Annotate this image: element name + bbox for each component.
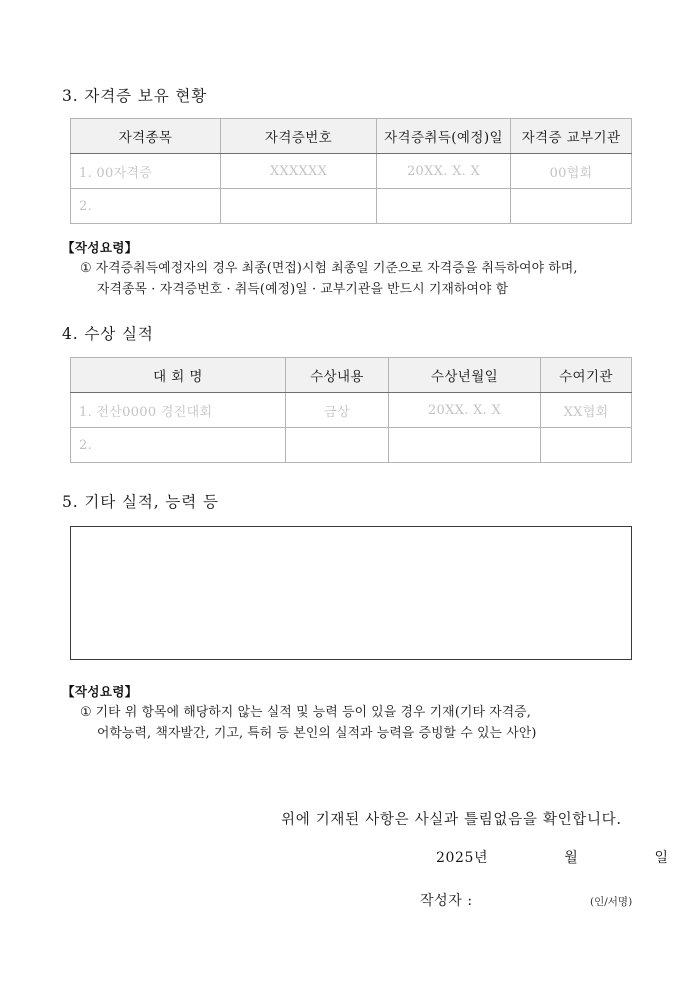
signature-year[interactable]: 2025년 xyxy=(436,850,489,866)
guideline-marker: ① xyxy=(80,261,92,276)
cell-cert-name-1[interactable]: 1. 00자격증 xyxy=(71,154,221,189)
cell-cert-issuer-2[interactable] xyxy=(511,189,632,224)
column-header-cert-name: 자격종목 xyxy=(71,119,221,154)
other-achievements-textbox[interactable] xyxy=(70,526,632,660)
cell-cert-name-2[interactable]: 2. xyxy=(71,189,221,224)
guideline-block-certifications xyxy=(62,238,642,300)
cell-cert-issuer-1[interactable]: 00협회 xyxy=(511,154,632,189)
guideline-text-line2: 자격종목 · 자격증번호 · 취득(예정)일 · 교부기관을 반드시 기재하여야 함 xyxy=(97,281,509,297)
cell-award-date-2[interactable] xyxy=(389,428,541,463)
table-header-row xyxy=(71,119,632,154)
cell-cert-number-2[interactable] xyxy=(221,189,377,224)
guideline-text-line1: 자격증취득예정자의 경우 최종(면접)시험 최종일 기준으로 자격증을 취득하여야 하며, xyxy=(95,261,578,276)
column-header-cert-number: 자격증번호 xyxy=(221,119,377,154)
table-row xyxy=(71,189,632,224)
guideline-title: 【작성요령】 xyxy=(62,684,138,699)
column-header-award-issuer: 수여기관 xyxy=(541,358,632,393)
guideline-item xyxy=(62,259,642,300)
cell-award-issuer-1[interactable]: XX협회 xyxy=(541,393,632,428)
signature-date-line xyxy=(436,847,669,867)
table-row xyxy=(71,428,632,463)
cell-competition-name-1[interactable]: 1. 전산0000 경진대회 xyxy=(71,393,286,428)
cell-award-date-1[interactable]: 20XX. X. X xyxy=(389,393,541,428)
signature-month[interactable]: 월 xyxy=(564,850,579,866)
cell-cert-date-1[interactable]: 20XX. X. X xyxy=(377,154,511,189)
cell-award-issuer-2[interactable] xyxy=(541,428,632,463)
author-label: 작성자 : xyxy=(420,893,473,909)
guideline-text-line1: 기타 위 항목에 해당하지 않는 실적 및 능력 등이 있을 경우 기재(기타 자격증, xyxy=(95,705,531,720)
awards-table xyxy=(70,357,632,463)
section-heading-awards: 4. 수상 실적 xyxy=(62,325,154,343)
section-heading-certifications: 3. 자격증 보유 현황 xyxy=(62,87,208,105)
cell-competition-name-2[interactable]: 2. xyxy=(71,428,286,463)
cell-cert-date-2[interactable] xyxy=(377,189,511,224)
table-header-row xyxy=(71,358,632,393)
table-row xyxy=(71,393,632,428)
column-header-competition-name: 대 회 명 xyxy=(71,358,286,393)
column-header-award-detail: 수상내용 xyxy=(286,358,389,393)
column-header-cert-date: 자격증취득(예정)일 xyxy=(377,119,511,154)
column-header-cert-issuer: 자격증 교부기관 xyxy=(511,119,632,154)
section-heading-other: 5. 기타 실적, 능력 등 xyxy=(62,493,219,511)
column-header-award-date: 수상년월일 xyxy=(389,358,541,393)
guideline-title: 【작성요령】 xyxy=(62,240,138,255)
guideline-marker: ① xyxy=(80,705,92,720)
confirmation-statement: 위에 기재된 사항은 사실과 틀림없음을 확인합니다. xyxy=(281,812,622,828)
guideline-item xyxy=(62,703,642,744)
guideline-block-other xyxy=(62,682,642,744)
cell-cert-number-1[interactable]: XXXXXX xyxy=(221,154,377,189)
certifications-table xyxy=(70,118,632,224)
seal-signature-note: (인/서명) xyxy=(590,896,633,908)
guideline-text-line2: 어학능력, 책자발간, 기고, 특허 등 본인의 실적과 능력을 증빙할 수 있는 사안) xyxy=(97,725,537,741)
table-row xyxy=(71,154,632,189)
cell-award-detail-2[interactable] xyxy=(286,428,389,463)
cell-award-detail-1[interactable]: 금상 xyxy=(286,393,389,428)
signature-day[interactable]: 일 xyxy=(654,850,669,866)
